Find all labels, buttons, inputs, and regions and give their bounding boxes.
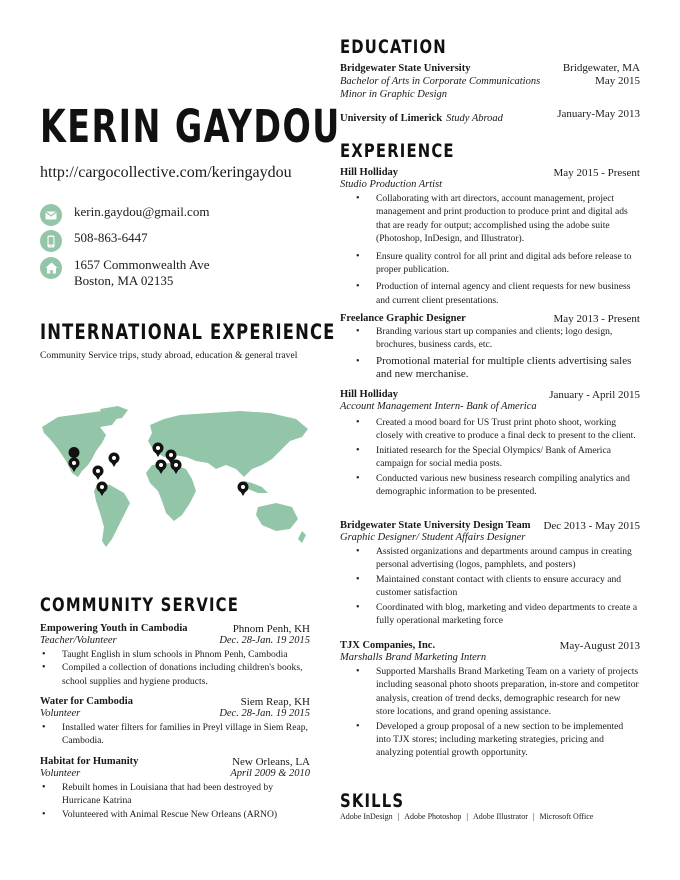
job-company: Hill Holliday	[340, 389, 399, 400]
job-company: Hill Holliday	[340, 167, 399, 178]
degree: Bachelor of Arts in Corporate Communications	[340, 76, 541, 87]
job-date: January - April 2015	[549, 389, 640, 401]
list-item: • Conducted various new business research compiling analytics and demographic information to be presented.	[340, 472, 640, 499]
job-title: Studio Production Artist	[340, 179, 443, 190]
job-company: Bridgewater State University Design Team	[340, 520, 531, 531]
candidate-name: KERIN GAYDOU	[40, 100, 341, 153]
skill-item: Adobe Illustrator	[473, 812, 528, 821]
job-title: Marshalls Brand Marketing Intern	[340, 652, 487, 663]
home-icon	[40, 257, 62, 279]
community-date: Dec. 28-Jan. 19 2015	[219, 708, 310, 719]
address-text	[74, 257, 210, 289]
job-bullets	[340, 545, 640, 627]
job-date: May 2015 - Present	[553, 167, 640, 179]
pin-icon	[93, 466, 104, 481]
new-zealand-shape	[298, 531, 306, 543]
phone-icon	[40, 230, 62, 252]
job-bullets	[340, 665, 640, 760]
experience-heading: EXPERIENCE	[340, 140, 455, 162]
continents	[42, 406, 308, 547]
job-entry	[340, 640, 640, 760]
australia-shape	[256, 503, 298, 531]
job-company: TJX Companies, Inc.	[340, 640, 436, 651]
international-subtitle: Community Service trips, study abroad, education & general travel	[40, 350, 298, 361]
phone-text: 508-863-6447	[74, 230, 148, 245]
community-entry	[40, 623, 310, 688]
job-date: May-August 2013	[559, 640, 640, 652]
list-item: • Collaborating with art directors, account management, project management and print production to produce print and digital ads that are ready for output; accomplished using the adobe suite (Photoshop, InDesign, and Illustrator).	[340, 192, 640, 246]
world-map	[40, 405, 310, 555]
skill-separator: |	[397, 812, 400, 821]
contact-email[interactable]	[40, 204, 209, 226]
school-name: Bridgewater State University	[340, 63, 471, 74]
job-entry	[340, 167, 640, 307]
job-date: Dec 2013 - May 2015	[543, 520, 640, 532]
community-date: Dec. 28-Jan. 19 2015	[219, 635, 310, 646]
education-entry	[340, 62, 640, 101]
school-note: Study Abroad	[446, 113, 503, 124]
job-bullets	[340, 416, 640, 498]
portfolio-link[interactable]: http://cargocollective.com/keringaydou	[40, 164, 292, 181]
school-name: University of Limerick	[340, 113, 443, 124]
international-heading: INTERNATIONAL EXPERIENCE	[40, 320, 336, 344]
community-role: Volunteer	[40, 708, 81, 719]
community-role: Volunteer	[40, 768, 81, 779]
community-bullets	[40, 781, 310, 821]
job-bullets	[340, 325, 640, 382]
north-america-shape	[42, 411, 118, 477]
skills-heading: SKILLS	[340, 790, 405, 812]
school-location: Bridgewater, MA	[562, 62, 640, 74]
education-entry	[340, 108, 640, 126]
list-item: • Assisted organizations and departments around campus in creating personal advertising (logos, pamphlets, and posters)	[340, 545, 640, 572]
list-item: • Maintained constant contact with clients to ensure accuracy and customer satisfaction	[340, 573, 640, 600]
community-heading: COMMUNITY SERVICE	[40, 594, 240, 616]
community-entry	[40, 696, 310, 748]
community-bullets	[40, 721, 310, 748]
community-date: April 2009 & 2010	[230, 768, 310, 779]
job-bullets	[340, 192, 640, 307]
job-entry	[340, 520, 640, 627]
list-item: • Created a mood board for US Trust print photo shoot, working closely with creative to produce a final deck to present to the client.	[340, 416, 640, 443]
list-item: • Production of internal agency and client requests for new business and current client presentations.	[340, 280, 640, 307]
skills-list	[340, 812, 593, 821]
contact-phone[interactable]	[40, 230, 148, 252]
community-entry	[40, 756, 310, 821]
contact-address	[40, 257, 210, 289]
skill-item: Microsoft Office	[539, 812, 594, 821]
community-location: Siem Reap, KH	[240, 696, 310, 708]
list-item: • Branding various start up companies and clients; logo design, brochures, business cards, etc.	[340, 325, 640, 352]
skill-separator: |	[532, 812, 535, 821]
list-item: • Volunteered with Animal Rescue New Orleans (ARNO)	[40, 808, 310, 821]
community-role: Teacher/Volunteer	[40, 635, 117, 646]
list-item: • Rebuilt homes in Louisiana that had been destroyed by Hurricane Katrina	[40, 781, 310, 808]
community-org: Water for Cambodia	[40, 696, 133, 707]
skill-item: Adobe Photoshop	[404, 812, 462, 821]
skill-separator: |	[466, 812, 468, 821]
minor: Minor in Graphic Design	[340, 89, 448, 100]
job-title: Graphic Designer/ Student Affairs Designer	[340, 532, 526, 543]
envelope-icon	[40, 204, 62, 226]
job-title: Account Management Intern- Bank of America	[340, 401, 537, 412]
list-item: • Taught English in slum schools in Phnom Penh, Cambodia	[40, 648, 310, 661]
address-line-2: Boston, MA 02135	[74, 273, 174, 288]
africa-shape	[146, 463, 196, 521]
list-item: • Installed water filters for families in Preyl village in Siem Reap, Cambodia.	[40, 721, 310, 748]
job-date: May 2013 - Present	[553, 313, 640, 325]
education-heading: EDUCATION	[340, 36, 447, 58]
community-location: New Orleans, LA	[232, 756, 310, 768]
skill-item: Adobe InDesign	[340, 812, 393, 821]
list-item: • Compiled a collection of donations including children's books, school supplies and hygiene products.	[40, 661, 310, 688]
list-item: • Promotional material for multiple clients advertising sales and new merchanise.	[340, 355, 640, 382]
list-item: • Initiated research for the Special Olympics/ Bank of America campaign for social media posts.	[340, 444, 640, 471]
community-location: Phnom Penh, KH	[232, 623, 310, 635]
south-america-shape	[94, 483, 130, 547]
job-company: Freelance Graphic Designer	[340, 313, 466, 324]
list-item: • Coordinated with blog, marketing and video departments to create a fully operational marketing force	[340, 601, 640, 628]
list-item: • Supported Marshalls Brand Marketing Team on a variety of projects including seasonal photo shoots preparation, in-store and competitor analysis, creation of trend decks, demographic research for new store locations, and grand opening assistance.	[340, 665, 640, 719]
list-item: • Developed a group proposal of a new section to be implemented into TJX stores; including marketing strategies, pricing and analyzing potential growth opportunity.	[340, 720, 640, 760]
pin-icon	[238, 482, 249, 497]
community-org: Habitat for Humanity	[40, 756, 139, 767]
community-bullets	[40, 648, 310, 688]
job-entry	[340, 389, 640, 498]
job-entry	[340, 313, 640, 382]
school-date: January-May 2013	[557, 108, 640, 120]
email-text: kerin.gaydou@gmail.com	[74, 204, 210, 219]
list-item: • Ensure quality control for all print and digital ads before release to proper publication.	[340, 250, 640, 277]
community-org: Empowering Youth in Cambodia	[40, 623, 188, 634]
degree-date: May 2015	[595, 75, 640, 87]
address-line-1: 1657 Commonwealth Ave	[74, 257, 210, 272]
pin-icon	[109, 453, 120, 468]
